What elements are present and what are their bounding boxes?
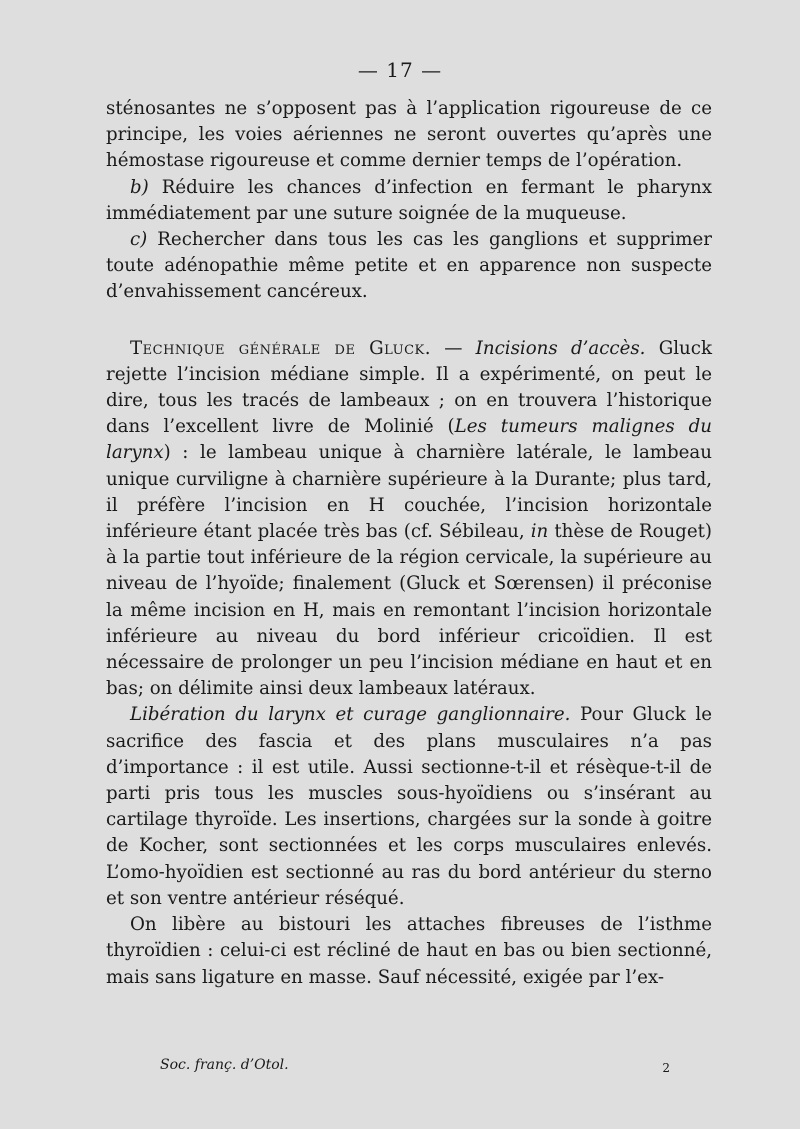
latin-in: in	[530, 521, 549, 543]
paragraph-2	[106, 175, 712, 227]
paragraph-5-heading: Libération du larynx et curage ganglionnaire.	[130, 704, 571, 726]
paragraph-1: sténosantes ne s’opposent pas à l’application rigoureuse de ce principe, les voies aériennes ne seront ouvertes qu’après une hémostase rigoureuse et comme dernier temps de l’opération.	[106, 98, 712, 172]
heading-dash: —	[431, 337, 476, 359]
paragraph-5-text: Pour Gluck le sacrifice des fascia et des plans musculaires n’a pas d’importance : il est utile. Aussi sectionne-t-il et résèque-t-il de parti pris tous les muscles sous-hyoïdiens ou s’insérant au cartilage thyroïde. Les insertions, chargées sur la sonde à goitre de Kocher, sont sectionnées et les corps musculaires enlevés. L’omo-hyoïdien est sectionné au ras du bord antérieur du sterno et son ventre antérieur réséqué.	[106, 704, 712, 909]
section-gap	[106, 306, 712, 336]
page-number: — 17 —	[357, 58, 443, 82]
paragraph-3-text: Rechercher dans tous les cas les ganglions et supprimer toute adénopathie même petite et en apparence non suspecte d’envahissement cancéreux.	[106, 229, 712, 303]
book-title: Les tumeurs malignes du larynx	[106, 416, 712, 464]
paragraph-6: On libère au bistouri les attaches fibreuses de l’isthme thyroïdien : celui-ci est récliné de haut en bas ou bien sectionné, mais sans ligature en masse. Sauf nécessité, exigée par l’ex-	[106, 914, 712, 988]
paragraph-4-text-c: thèse de Rouget) à la partie tout inférieure de la région cervicale, la supérieure au niveau de l’hyoïde; finalement (Gluck et Sœrensen) il préconise la même incision en H, mais en remontant l’incision horizontale inférieure au niveau du bord inférieur cricoïdien. Il est nécessaire de prolonger un peu l’incision médiane en haut et en bas; on délimite ainsi deux lambeaux latéraux.	[106, 521, 712, 700]
paragraph-3	[106, 227, 712, 306]
signature-mark: 2	[662, 1061, 670, 1075]
paragraph-4	[106, 336, 712, 703]
paragraph-5	[106, 702, 712, 912]
page-body	[106, 96, 712, 991]
item-label-c: c)	[130, 229, 148, 251]
paragraph-4-text-b: ) : le lambeau unique à charnière latérale, le lambeau unique curviligne à charnière supérieure à la Durante; plus tard, il préfère l’incision en H couchée, l’incision horizontale inférieure étant placée très bas (cf. Sébileau,	[106, 442, 712, 543]
paragraph-2-text: Réduire les chances d’infection en fermant le pharynx immédiatement par une suture soignée de la muqueuse.	[106, 176, 712, 224]
section-subheading: Incisions d’accès.	[475, 337, 646, 359]
page-footer	[160, 1057, 670, 1073]
paragraph-4-text-a: Gluck rejette l’incision médiane simple. Il a expérimenté, on peut le dire, tous les tracés de lambeaux ; on en trouvera l’historique dans l’excellent livre de Molinié (	[106, 337, 712, 438]
item-label-b: b)	[130, 176, 149, 198]
section-heading: Technique générale de Gluck.	[130, 337, 432, 359]
footer-source: Soc. franç. d’Otol.	[160, 1057, 289, 1073]
